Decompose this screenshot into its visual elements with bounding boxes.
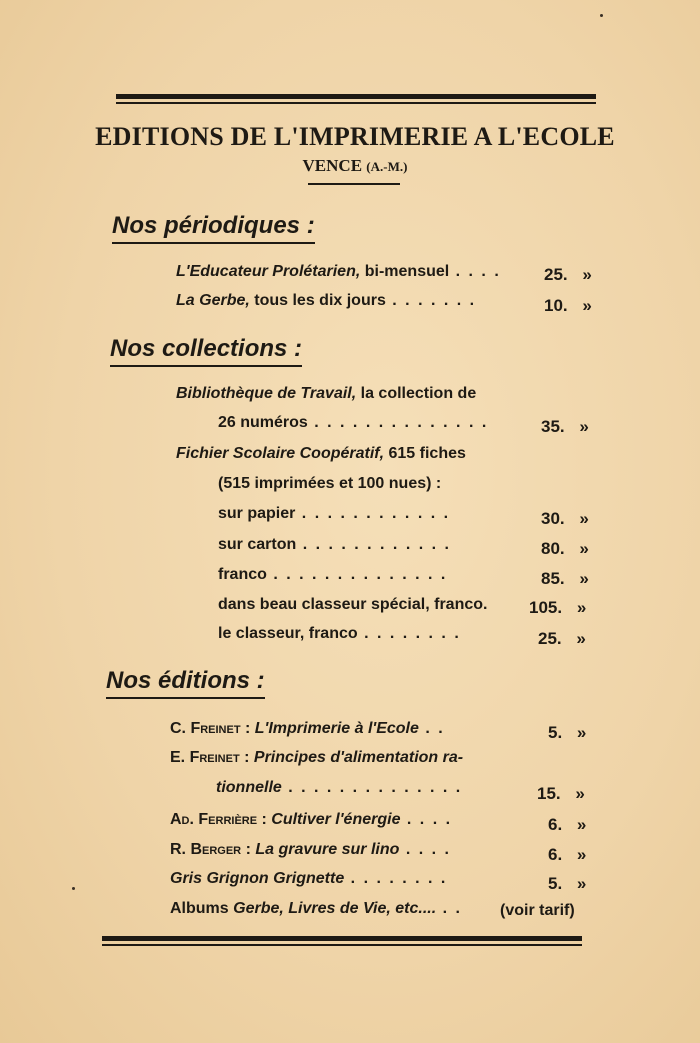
bottom-rule-thick bbox=[102, 936, 582, 941]
place-name: VENCE bbox=[302, 156, 363, 175]
price: 80. » bbox=[541, 539, 589, 558]
top-rule-thick bbox=[116, 94, 596, 99]
section-heading-periodiques: Nos périodiques : bbox=[112, 212, 315, 244]
price: 25. » bbox=[544, 265, 592, 284]
book-title: La gravure sur lino bbox=[255, 841, 400, 858]
list-item: Fichier Scolaire Coopératif, 615 fiches bbox=[176, 445, 466, 462]
list-item: tionnelle . . . . . . . . . . . . . . bbox=[216, 779, 463, 796]
list-item: 26 numéros . . . . . . . . . . . . . . bbox=[218, 414, 489, 431]
author-name: Ad. Ferrière bbox=[170, 811, 258, 828]
list-item: L'Educateur Prolétarien, bi-mensuel . . . . bbox=[176, 263, 501, 280]
price: 5. » bbox=[548, 723, 587, 742]
price: 15. » bbox=[537, 784, 585, 803]
paper-speck bbox=[72, 887, 75, 890]
page-subtitle bbox=[90, 156, 620, 176]
section-heading-editions: Nos éditions : bbox=[106, 667, 265, 699]
list-item: dans beau classeur spécial, franco. bbox=[218, 596, 490, 613]
list-item: La Gerbe, tous les dix jours . . . . . . . bbox=[176, 292, 477, 309]
book-title: Principes d'alimentation ra- bbox=[253, 749, 464, 766]
price: 10. » bbox=[544, 296, 592, 315]
top-rule-thin bbox=[116, 102, 596, 104]
list-item: C. Freinet : L'Imprimerie à l'Ecole . . bbox=[170, 720, 445, 737]
book-title: Gris Grignon Grignette bbox=[170, 870, 345, 887]
price: 35. » bbox=[541, 417, 589, 436]
subtitle-rule bbox=[308, 183, 400, 185]
list-item: Ad. Ferrière : Cultiver l'énergie . . . . bbox=[170, 811, 453, 828]
list-item: le classeur, franco . . . . . . . . bbox=[218, 625, 461, 642]
price: 6. » bbox=[548, 815, 587, 834]
list-item: E. Freinet : Principes d'alimentation ra- bbox=[170, 749, 464, 766]
periodical-desc: tous les dix jours bbox=[249, 292, 386, 309]
list-item: Albums Gerbe, Livres de Vie, etc.... . . bbox=[170, 900, 462, 917]
collection-title: Bibliothèque de Travail, bbox=[176, 385, 357, 402]
list-item: Bibliothèque de Travail, la collection de bbox=[176, 385, 477, 402]
price: 5. » bbox=[548, 874, 587, 893]
price: 6. » bbox=[548, 845, 587, 864]
section-heading-collections: Nos collections : bbox=[110, 335, 302, 367]
list-item: R. Berger : La gravure sur lino . . . . bbox=[170, 841, 451, 858]
collection-title: Fichier Scolaire Coopératif, bbox=[176, 445, 385, 462]
list-item: (515 imprimées et 100 nues) : bbox=[218, 475, 442, 492]
price: 25. » bbox=[538, 629, 586, 648]
book-title: Cultiver l'énergie bbox=[271, 811, 401, 828]
author-name: C. Freinet bbox=[170, 720, 241, 737]
periodical-desc: bi-mensuel bbox=[360, 263, 450, 280]
region-name: (A.-M.) bbox=[366, 159, 408, 174]
price: 30. » bbox=[541, 509, 589, 528]
page-title: EDITIONS DE L'IMPRIMERIE A L'ECOLE bbox=[95, 122, 615, 151]
book-title: L'Imprimerie à l'Ecole bbox=[254, 720, 419, 737]
author-name: R. Berger bbox=[170, 841, 242, 858]
list-item: Gris Grignon Grignette . . . . . . . . bbox=[170, 870, 448, 887]
periodical-title: La Gerbe, bbox=[176, 292, 250, 309]
paper-speck bbox=[600, 14, 603, 17]
periodical-title: L'Educateur Prolétarien, bbox=[176, 263, 361, 280]
list-item: sur papier . . . . . . . . . . . . bbox=[218, 505, 451, 522]
bottom-rule-thin bbox=[102, 944, 582, 946]
list-item: sur carton . . . . . . . . . . . . bbox=[218, 536, 451, 553]
list-item: franco . . . . . . . . . . . . . . bbox=[218, 566, 448, 583]
author-name: E. Freinet bbox=[170, 749, 240, 766]
price-note: (voir tarif) bbox=[500, 902, 575, 919]
price: 85. » bbox=[541, 569, 589, 588]
price: 105. » bbox=[529, 598, 587, 617]
